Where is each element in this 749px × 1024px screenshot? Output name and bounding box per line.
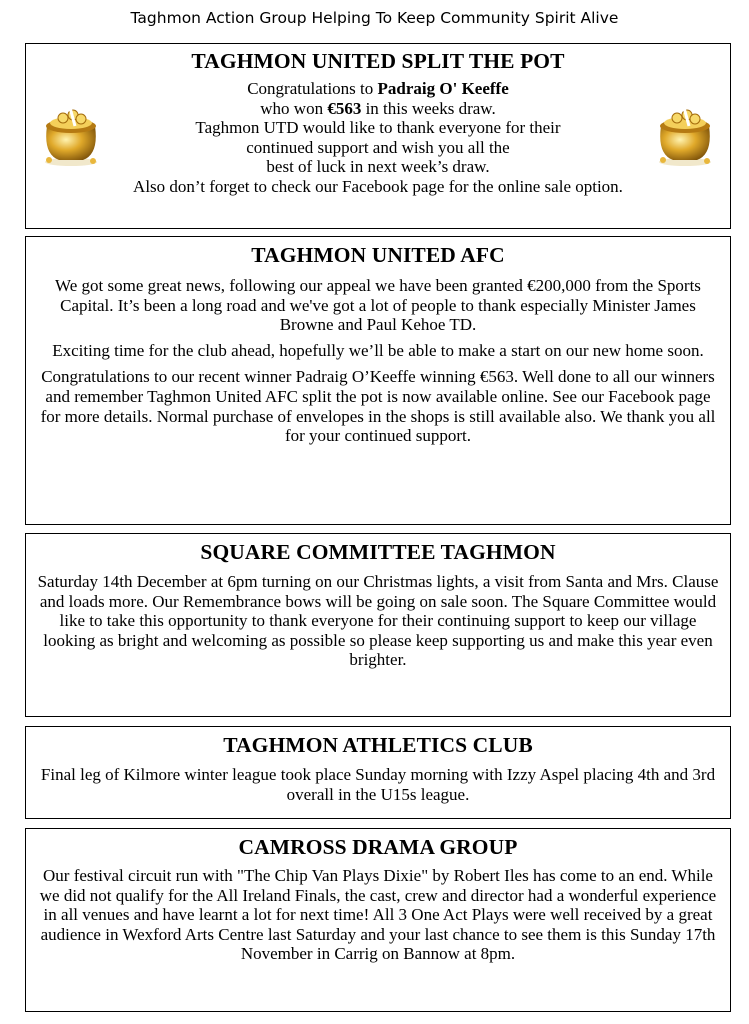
section-title: TAGHMON UNITED SPLIT THE POT: [191, 49, 565, 73]
pot-of-gold-icon: [653, 96, 717, 168]
prize-amount: €563: [327, 98, 362, 118]
paragraph: We got some great news, following our appeal we have been granted €200,000 from the Sports Capital. It’s been a long road and we've got a lot of people to thank especially Minister James Browne and Paul Kehoe TD.: [55, 276, 701, 335]
page-header: Taghmon Action Group Helping To Keep Community Spirit Alive: [130, 9, 619, 27]
amount-line: who won €563 in this weeks draw.: [260, 98, 496, 118]
paragraph: Our festival circuit run with "The Chip Van Plays Dixie" by Robert Iles has come to an end. While we did not qualify for the All Ireland Finals, the cast, crew and director had a wonderful experience in all venues and have learnt a lot for next time! All 3 One Act Plays were well received by a great audience in Wexford Arts Centre last Saturday and your last chance to see them is this Sunday 17th November in Carrig on Bannow at 8pm.: [39, 866, 717, 964]
text-line: Taghmon UTD would like to thank everyone for their: [195, 118, 561, 138]
athletics-section: [25, 726, 731, 819]
paragraph: Saturday 14th December at 6pm turning on our Christmas lights, a visit from Santa and Mrs. Clause and loads more. Our Remembrance bows will be going on sale soon. The Square Committee would like to take this opportunity to thank everyone for their continuing support to keep our village looking as bright and welcoming as possible so please keep supporting us and make this year even brighter.: [37, 572, 719, 670]
congrats-line: Congratulations to Padraig O' Keeffe: [247, 79, 509, 98]
paragraph: Exciting time for the club ahead, hopefully we’ll be able to make a start on our new home soon.: [52, 340, 704, 360]
paragraph: Final leg of Kilmore winter league took place Sunday morning with Izzy Aspel placing 4th and 3rd overall in the U15s league.: [40, 765, 716, 804]
section-title: TAGHMON ATHLETICS CLUB: [223, 733, 533, 757]
winner-name: Padraig O' Keeffe: [377, 79, 509, 98]
pot-of-gold-icon: [39, 96, 103, 168]
split-pot-section: [25, 43, 731, 229]
text-line: continued support and wish you all the: [246, 137, 510, 157]
section-title: SQUARE COMMITTEE TAGHMON: [200, 540, 556, 564]
square-committee-section: [25, 533, 731, 717]
text-line: best of luck in next week’s draw.: [266, 157, 490, 177]
section-title: TAGHMON UNITED AFC: [251, 243, 505, 267]
drama-section: [25, 828, 731, 1012]
afc-section: [25, 236, 731, 525]
section-title: CAMROSS DRAMA GROUP: [238, 835, 518, 859]
paragraph: Congratulations to our recent winner Padraig O’Keeffe winning €563. Well done to all our winners and remember Taghmon United AFC split the pot is now available online. See our Facebook page for more details. Normal purchase of envelopes in the shops is still available also. We thank you all for your continued support.: [40, 367, 716, 446]
text-line: Also don’t forget to check our Facebook page for the online sale option.: [133, 176, 623, 196]
split-pot-body: [26, 74, 730, 197]
